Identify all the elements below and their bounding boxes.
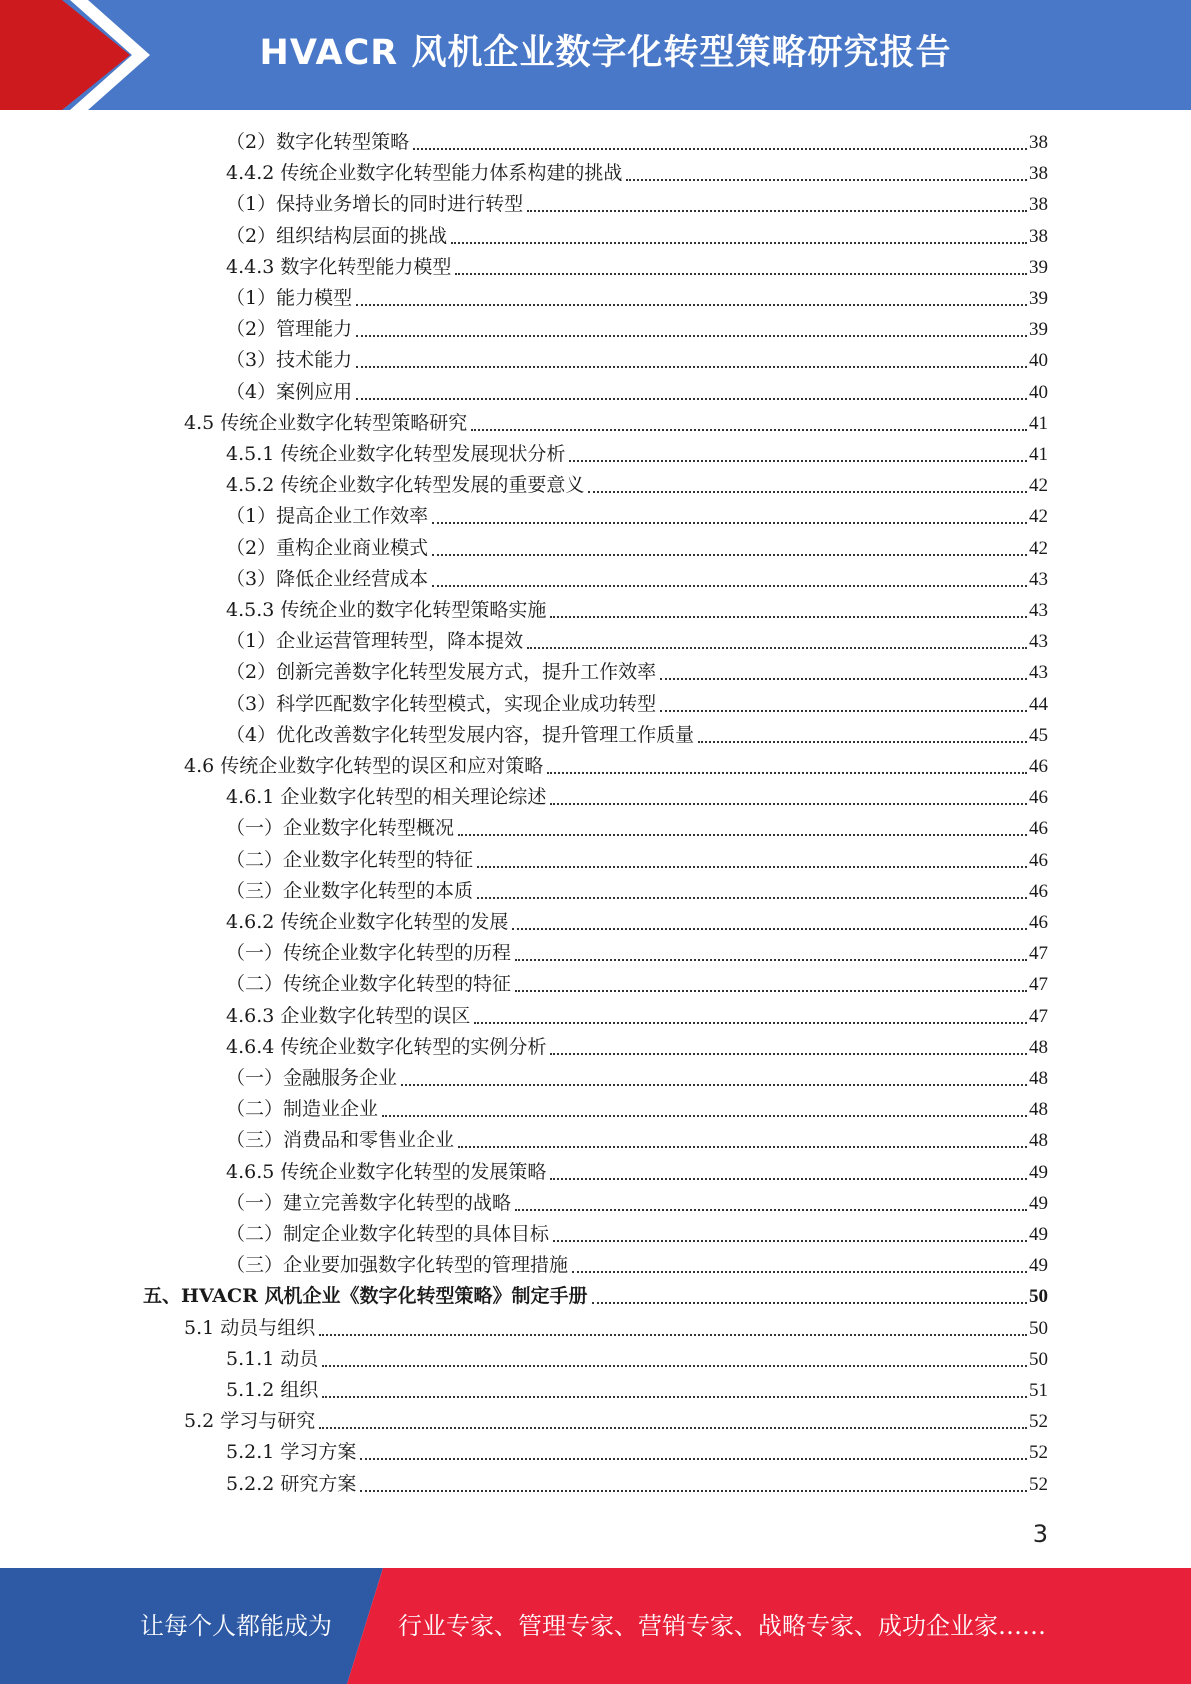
toc-dot-leader [360, 1458, 1027, 1460]
toc-entry-label: 4.4.2 传统企业数字化转型能力体系构建的挑战 [226, 162, 623, 185]
toc-entry[interactable] [226, 1094, 1048, 1125]
toc-entry[interactable] [226, 439, 1048, 470]
toc-dot-leader [401, 1084, 1027, 1086]
toc-entry-label: （三）消费品和零售业企业 [226, 1129, 455, 1152]
toc-entry-page: 39 [1029, 256, 1048, 278]
toc-entry-page: 47 [1029, 974, 1048, 996]
toc-entry[interactable] [226, 564, 1048, 595]
toc-dot-leader [382, 1115, 1027, 1117]
toc-dot-leader [550, 616, 1027, 618]
footer-slogan-left: 让每个人都能成为 [140, 1612, 332, 1640]
toc-entry-page: 46 [1029, 912, 1048, 933]
toc-entry-page: 52 [1029, 1442, 1048, 1464]
toc-entry[interactable] [226, 1188, 1048, 1219]
toc-entry-page: 48 [1029, 1099, 1048, 1121]
toc-entry[interactable] [226, 1063, 1048, 1094]
toc-dot-leader [660, 710, 1027, 712]
toc-entry-label: 4.6.5 传统企业数字化转型的发展策略 [226, 1160, 547, 1183]
toc-entry-page: 47 [1029, 943, 1048, 965]
toc-dot-leader [356, 304, 1027, 306]
page-footer [0, 1568, 1191, 1684]
toc-entry[interactable] [226, 813, 1048, 844]
toc-dot-leader [458, 1146, 1027, 1148]
toc-dot-leader [569, 460, 1027, 462]
toc-entry-page: 38 [1029, 194, 1048, 216]
toc-dot-leader [477, 897, 1027, 899]
toc-entry-label: 4.5.3 传统企业的数字化转型策略实施 [226, 599, 547, 621]
toc-dot-leader [550, 1053, 1027, 1055]
toc-entry-label: （二）传统企业数字化转型的特征 [226, 973, 512, 996]
toc-entry-label: （一）金融服务企业 [226, 1067, 398, 1089]
toc-entry-page: 46 [1029, 818, 1048, 840]
toc-entry[interactable] [143, 1281, 1048, 1312]
toc-entry[interactable] [226, 720, 1048, 751]
toc-entry-page: 46 [1029, 756, 1048, 777]
toc-entry[interactable] [226, 876, 1048, 907]
toc-entry-label: （3）降低企业经营成本 [226, 567, 429, 590]
header-title: HVACR 风机企业数字化转型策略研究报告 [259, 33, 952, 73]
toc-entry-page: 49 [1029, 1255, 1048, 1277]
toc-entry[interactable] [226, 345, 1048, 376]
toc-entry-page: 40 [1029, 381, 1048, 403]
toc-entry-page: 49 [1029, 1161, 1048, 1183]
toc-dot-leader [356, 398, 1027, 400]
toc-entry-page: 42 [1029, 475, 1048, 497]
toc-entry[interactable] [226, 127, 1048, 158]
toc-entry-page: 43 [1029, 600, 1048, 621]
toc-entry[interactable] [184, 408, 1048, 439]
toc-dot-leader [572, 1271, 1027, 1273]
toc-entry[interactable] [226, 938, 1048, 969]
toc-entry-page: 52 [1029, 1411, 1048, 1433]
toc-entry-label: 4.4.3 数字化转型能力模型 [226, 255, 452, 278]
toc-entry-label: 4.5.2 传统企业数字化转型发展的重要意义 [226, 474, 585, 497]
toc-dot-leader [356, 366, 1027, 368]
toc-entry[interactable] [226, 1250, 1048, 1281]
toc-entry[interactable] [226, 189, 1048, 220]
toc-entry[interactable] [226, 314, 1048, 345]
toc-entry-label: （一）建立完善数字化转型的战略 [226, 1191, 512, 1214]
toc-entry-label: （2）组织结构层面的挑战 [226, 224, 448, 247]
toc-dot-leader [553, 1240, 1027, 1242]
toc-entry[interactable] [226, 1469, 1048, 1500]
toc-dot-leader [550, 1178, 1027, 1180]
toc-entry[interactable] [226, 845, 1048, 876]
toc-dot-leader [458, 834, 1027, 836]
toc-entry-page: 40 [1029, 350, 1048, 372]
toc-entry-page: 50 [1029, 1317, 1048, 1339]
toc-entry-page: 41 [1029, 412, 1048, 434]
toc-entry[interactable] [184, 1406, 1048, 1437]
toc-dot-leader [477, 866, 1027, 868]
toc-entry-page: 43 [1029, 631, 1048, 653]
toc-entry-page: 47 [1029, 1005, 1048, 1027]
toc-entry-label: 5.1.1 动员 [226, 1347, 319, 1370]
toc-entry-label: （1）能力模型 [226, 287, 353, 309]
toc-entry-label: 5.2.1 学习方案 [226, 1441, 357, 1464]
toc-dot-leader [360, 1490, 1027, 1492]
toc-entry-label: （1）保持业务增长的同时进行转型 [226, 193, 524, 216]
toc-dot-leader [588, 491, 1027, 493]
toc-entry[interactable] [226, 533, 1048, 564]
toc-dot-leader [474, 1022, 1027, 1024]
toc-dot-leader [319, 1427, 1027, 1429]
toc-dot-leader [547, 772, 1027, 774]
toc-entry-page: 45 [1029, 724, 1048, 746]
toc-entry[interactable] [226, 657, 1048, 688]
footer-slogan-right: 行业专家、管理专家、营销专家、战略专家、成功企业家…… [398, 1612, 1046, 1640]
toc-entry-page: 46 [1029, 880, 1048, 902]
toc-entry-label: 4.6.3 企业数字化转型的误区 [226, 1004, 471, 1027]
toc-dot-leader [515, 990, 1027, 992]
toc-entry-label: （2）重构企业商业模式 [226, 536, 429, 559]
toc-entry-label: （3）科学匹配数字化转型模式，实现企业成功转型 [226, 692, 657, 715]
toc-dot-leader [322, 1396, 1027, 1398]
toc-dot-leader [432, 554, 1027, 556]
toc-entry-page: 42 [1029, 537, 1048, 559]
toc-entry-label: （二）制造业企业 [226, 1098, 379, 1121]
toc-dot-leader [592, 1302, 1028, 1304]
toc-entry[interactable] [226, 470, 1048, 501]
toc-dot-leader [512, 928, 1027, 930]
toc-entry-page: 43 [1029, 568, 1048, 590]
toc-entry-page: 38 [1029, 225, 1048, 247]
toc-entry[interactable] [226, 1437, 1048, 1468]
toc-entry-label: （一）传统企业数字化转型的历程 [226, 942, 512, 965]
toc-entry-label: 5.1.2 组织 [226, 1379, 319, 1401]
toc-entry-label: （1）企业运营管理转型，降本提效 [226, 630, 524, 653]
toc-dot-leader [322, 1365, 1027, 1367]
toc-entry[interactable] [226, 969, 1048, 1000]
toc-entry[interactable] [226, 252, 1048, 283]
toc-entry-page: 51 [1029, 1380, 1048, 1401]
toc-dot-leader [698, 741, 1027, 743]
toc-entry-label: 五、HVACR 风机企业《数字化转型策略》制定手册 [143, 1285, 588, 1308]
toc-entry-page: 50 [1029, 1286, 1048, 1308]
toc-entry-page: 44 [1029, 693, 1048, 715]
toc-dot-leader [660, 678, 1027, 680]
toc-dot-leader [432, 585, 1027, 587]
page-number: 3 [1032, 1520, 1048, 1548]
toc-entry-label: （一）企业数字化转型概况 [226, 817, 455, 840]
toc-entry-label: 5.1 动员与组织 [184, 1316, 316, 1339]
toc-entry-label: 4.5.1 传统企业数字化转型发展现状分析 [226, 443, 566, 465]
toc-entry[interactable] [226, 1344, 1048, 1375]
toc-entry-label: （三）企业要加强数字化转型的管理措施 [226, 1254, 569, 1277]
toc-entry[interactable] [226, 782, 1048, 813]
toc-entry[interactable] [226, 1125, 1048, 1156]
toc-dot-leader [455, 273, 1027, 275]
toc-entry-page: 48 [1029, 1130, 1048, 1152]
toc-dot-leader [451, 242, 1027, 244]
toc-dot-leader [527, 210, 1027, 212]
toc-entry[interactable] [226, 595, 1048, 626]
toc-dot-leader [527, 647, 1027, 649]
toc-dot-leader [432, 522, 1027, 524]
toc-entry-label: 5.2 学习与研究 [184, 1410, 316, 1433]
toc-entry[interactable] [226, 1219, 1048, 1250]
toc-entry[interactable] [226, 1157, 1048, 1188]
toc-entry[interactable] [226, 377, 1048, 408]
toc-entry-label: （三）企业数字化转型的本质 [226, 879, 474, 902]
toc-entry[interactable] [226, 689, 1048, 720]
toc-entry-page: 46 [1029, 849, 1048, 871]
toc-entry-label: 4.6.1 企业数字化转型的相关理论综述 [226, 786, 547, 809]
toc-entry[interactable] [226, 283, 1048, 314]
toc-entry-page: 52 [1029, 1473, 1048, 1495]
toc-dot-leader [471, 429, 1027, 431]
toc-entry-page: 39 [1029, 319, 1048, 341]
toc-entry[interactable] [226, 158, 1048, 189]
toc-dot-leader [319, 1334, 1027, 1336]
toc-entry-label: 4.6.4 传统企业数字化转型的实例分析 [226, 1035, 547, 1058]
toc-entry[interactable] [226, 501, 1048, 532]
toc-entry-page: 50 [1029, 1348, 1048, 1370]
toc-dot-leader [550, 803, 1027, 805]
toc-entry[interactable] [226, 626, 1048, 657]
toc-entry-page: 48 [1029, 1036, 1048, 1058]
toc-dot-leader [626, 179, 1027, 181]
toc-entry-label: （2）数字化转型策略 [226, 131, 410, 153]
toc-entry-page: 38 [1029, 132, 1048, 153]
toc-entry[interactable] [226, 1032, 1048, 1063]
page-header [0, 0, 1191, 110]
toc-entry-label: 4.6.2 传统企业数字化转型的发展 [226, 911, 509, 933]
toc-dot-leader [413, 148, 1027, 150]
toc-entry-page: 46 [1029, 787, 1048, 809]
toc-entry[interactable] [184, 751, 1048, 782]
toc-dot-leader [356, 335, 1027, 337]
toc-entry-label: （二）企业数字化转型的特征 [226, 848, 474, 871]
toc-entry[interactable] [226, 1375, 1048, 1406]
toc-entry-label: （二）制定企业数字化转型的具体目标 [226, 1223, 550, 1245]
toc-entry-label: （2）管理能力 [226, 318, 353, 341]
toc-entry[interactable] [226, 221, 1048, 252]
toc-dot-leader [515, 1209, 1027, 1211]
toc-entry-label: （4）案例应用 [226, 380, 353, 403]
toc-entry-page: 43 [1029, 662, 1048, 684]
toc-entry-page: 48 [1029, 1068, 1048, 1089]
toc-entry-label: 4.5 传统企业数字化转型策略研究 [184, 411, 468, 434]
toc-entry-label: （2）创新完善数字化转型发展方式，提升工作效率 [226, 661, 657, 684]
toc-entry-page: 39 [1029, 288, 1048, 309]
toc-entry[interactable] [226, 1001, 1048, 1032]
toc-entry-label: （4）优化改善数字化转型发展内容，提升管理工作质量 [226, 723, 695, 746]
toc-entry[interactable] [184, 1313, 1048, 1344]
toc-entry-page: 41 [1029, 444, 1048, 465]
toc-entry-label: 5.2.2 研究方案 [226, 1472, 357, 1495]
toc-dot-leader [515, 959, 1027, 961]
toc-entry-label: （1）提高企业工作效率 [226, 505, 429, 528]
toc-entry-page: 49 [1029, 1224, 1048, 1245]
toc-entry-page: 42 [1029, 506, 1048, 528]
toc-entry-page: 38 [1029, 163, 1048, 185]
toc-entry-page: 49 [1029, 1192, 1048, 1214]
toc-entry[interactable] [226, 907, 1048, 938]
toc-entry-label: 4.6 传统企业数字化转型的误区和应对策略 [184, 755, 544, 777]
toc-entry-label: （3）技术能力 [226, 349, 353, 372]
